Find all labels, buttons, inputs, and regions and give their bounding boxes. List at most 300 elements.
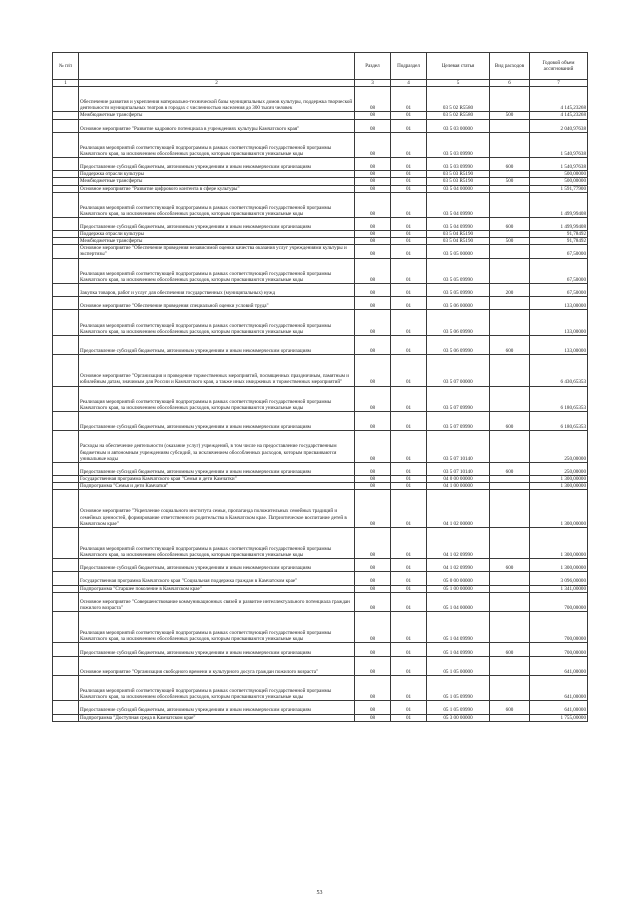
table-row [53, 178, 588, 185]
row-target-article: 03 5 05 00000 [427, 245, 490, 258]
row-razdel: 08 [355, 483, 391, 490]
header-target-article: Целевая статья [427, 53, 490, 80]
row-razdel: 08 [355, 462, 391, 475]
budget-table [52, 52, 588, 722]
table-row [53, 585, 588, 592]
row-expense-type [490, 475, 530, 482]
row-number-cell [53, 714, 79, 721]
table-row [53, 171, 588, 178]
table-row [53, 475, 588, 482]
row-name: Реализация мероприятий соответствующей подпрограммы в рамках соответствующей государственной программы Камчатского края, за исключением обособленных расходов, которым присваиваются уникальные коды [79, 527, 355, 559]
row-sum: 641,00000 [530, 701, 588, 714]
column-number: 6 [490, 80, 530, 87]
table-row [53, 675, 588, 700]
table-row [53, 185, 588, 192]
row-razdel: 08 [355, 431, 391, 463]
row-name: Подпрограмма "Старшее поколение в Камчатском крае" [79, 585, 355, 592]
table-row [53, 283, 588, 296]
row-target-article: 03 5 04 09990 [427, 192, 490, 217]
row-sum: 1 540,97638 [530, 132, 588, 157]
row-number-cell [53, 483, 79, 490]
table-row [53, 592, 588, 611]
row-razdel: 08 [355, 675, 391, 700]
row-razdel: 08 [355, 112, 391, 119]
table-row [53, 310, 588, 335]
row-target-article: 05 0 00 00000 [427, 572, 490, 585]
row-number-cell [53, 245, 79, 258]
row-number-cell [53, 675, 79, 700]
row-sum: 700,00000 [530, 643, 588, 656]
row-sum: 91,78492 [530, 231, 588, 238]
row-number-cell [53, 572, 79, 585]
table-row [53, 559, 588, 572]
row-sum: 2 040,97638 [530, 119, 588, 132]
row-number-cell [53, 592, 79, 611]
row-name: Реализация мероприятий соответствующей подпрограммы в рамках соответствующей государственной программы Камчатского края, за исключением обособленных расходов, которым присваиваются уникальные коды [79, 192, 355, 217]
row-target-article: 05 1 05 00000 [427, 656, 490, 675]
row-sum: 1 300,00000 [530, 475, 588, 482]
row-name: Реализация мероприятий соответствующей подпрограммы в рамках соответствующей государственной программы Камчатского края, за исключением обособленных расходов, которым присваиваются уникальные коды [79, 310, 355, 335]
row-razdel: 08 [355, 297, 391, 310]
row-name: Основное мероприятие "Организация свободного времени и культурного досуга граждан пожилого возраста" [79, 656, 355, 675]
row-name: Межбюджетные трансферты [79, 238, 355, 245]
row-sum: 67,50000 [530, 283, 588, 296]
row-target-article: 03 5 05 09990 [427, 283, 490, 296]
row-razdel: 08 [355, 283, 391, 296]
row-razdel: 08 [355, 231, 391, 238]
row-expense-type: 600 [490, 218, 530, 231]
row-podrazdel: 01 [391, 592, 427, 611]
table-row [53, 714, 588, 721]
row-podrazdel: 01 [391, 310, 427, 335]
row-number-cell [53, 231, 79, 238]
table-row [53, 462, 588, 475]
row-sum: 1 300,00000 [530, 490, 588, 528]
row-expense-type [490, 87, 530, 112]
row-target-article: 05 1 04 09990 [427, 611, 490, 643]
table-row [53, 192, 588, 217]
row-number-cell [53, 158, 79, 171]
row-target-article: 04 0 00 00000 [427, 475, 490, 482]
table-row [53, 238, 588, 245]
row-sum: 6 180,65353 [530, 411, 588, 430]
row-number-cell [53, 335, 79, 354]
row-number-cell [53, 585, 79, 592]
row-expense-type [490, 185, 530, 192]
row-podrazdel: 01 [391, 238, 427, 245]
row-sum: 641,00000 [530, 675, 588, 700]
table-row [53, 386, 588, 411]
table-row [53, 258, 588, 283]
row-sum: 6 180,65353 [530, 386, 588, 411]
row-name: Предоставление субсидий бюджетным, автономным учреждениям и иным некоммерческим организациям [79, 335, 355, 354]
row-target-article: 04 1 02 09990 [427, 559, 490, 572]
row-expense-type [490, 656, 530, 675]
table-row [53, 572, 588, 585]
header-podrazdel: Подраздел [391, 53, 427, 80]
row-razdel: 08 [355, 185, 391, 192]
row-target-article: 03 5 04 R5190 [427, 231, 490, 238]
row-podrazdel: 01 [391, 527, 427, 559]
row-razdel: 08 [355, 238, 391, 245]
row-name: Предоставление субсидий бюджетным, автономным учреждениям и иным некоммерческим организациям [79, 158, 355, 171]
table-row [53, 490, 588, 528]
row-razdel: 08 [355, 192, 391, 217]
table-row [53, 643, 588, 656]
row-expense-type: 600 [490, 643, 530, 656]
row-sum: 700,00000 [530, 592, 588, 611]
row-sum: 250,00000 [530, 462, 588, 475]
row-number-cell [53, 386, 79, 411]
row-razdel: 08 [355, 119, 391, 132]
row-expense-type [490, 714, 530, 721]
table-row [53, 355, 588, 387]
row-sum: 3 096,00000 [530, 572, 588, 585]
row-sum: 641,00000 [530, 656, 588, 675]
row-razdel: 08 [355, 490, 391, 528]
row-podrazdel: 01 [391, 112, 427, 119]
row-target-article: 05 1 05 09990 [427, 701, 490, 714]
row-razdel: 08 [355, 171, 391, 178]
row-number-cell [53, 185, 79, 192]
column-number: 1 [53, 80, 79, 87]
row-razdel: 08 [355, 411, 391, 430]
row-podrazdel: 01 [391, 490, 427, 528]
header-razdel: Раздел [355, 53, 391, 80]
row-sum: 250,00000 [530, 431, 588, 463]
row-sum: 133,00000 [530, 335, 588, 354]
row-sum: 1 755,00000 [530, 714, 588, 721]
row-number-cell [53, 171, 79, 178]
row-expense-type: 500 [490, 238, 530, 245]
row-sum: 500,00000 [530, 178, 588, 185]
row-target-article: 03 5 03 09990 [427, 158, 490, 171]
row-podrazdel: 01 [391, 218, 427, 231]
row-number-cell [53, 701, 79, 714]
table-row [53, 112, 588, 119]
row-expense-type [490, 611, 530, 643]
row-number-cell [53, 490, 79, 528]
row-name: Основное мероприятие "Обеспечение проведения специальной оценки условий труда" [79, 297, 355, 310]
row-name: Предоставление субсидий бюджетным, автономным учреждениям и иным некоммерческим организациям [79, 643, 355, 656]
row-podrazdel: 01 [391, 475, 427, 482]
row-sum: 91,78492 [530, 238, 588, 245]
row-name: Государственная программа Камчатского края "Семья и дети Камчатки" [79, 475, 355, 482]
row-podrazdel: 01 [391, 675, 427, 700]
row-target-article: 05 1 04 00000 [427, 592, 490, 611]
table-row [53, 245, 588, 258]
row-target-article: 03 5 04 09990 [427, 218, 490, 231]
row-sum: 67,50000 [530, 258, 588, 283]
row-name: Государственная программа Камчатского края "Социальная поддержка граждан в Камчатском крае" [79, 572, 355, 585]
row-target-article: 03 5 07 10140 [427, 431, 490, 463]
row-name: Основное мероприятие "Совершенствование коммуникационных связей и развитие интеллектуального потенциала граждан пожилого возраста" [79, 592, 355, 611]
page-number: 53 [316, 890, 323, 896]
row-podrazdel: 01 [391, 656, 427, 675]
row-expense-type: 600 [490, 559, 530, 572]
row-expense-type: 600 [490, 335, 530, 354]
row-target-article: 05 1 05 09990 [427, 675, 490, 700]
table-row [53, 431, 588, 463]
row-expense-type: 500 [490, 112, 530, 119]
header-annual-volume: Годовой объем ассигнований [530, 53, 588, 80]
row-podrazdel: 01 [391, 297, 427, 310]
row-razdel: 08 [355, 701, 391, 714]
row-name: Основное мероприятие "Обеспечение проведения независимой оценки качества оказания услуг учреждениями культуры и экспертизы" [79, 245, 355, 258]
row-sum: 67,50000 [530, 245, 588, 258]
row-name: Закупка товаров, работ и услуг для обеспечения государственных (муниципальных) нужд [79, 283, 355, 296]
row-sum: 1 341,00000 [530, 585, 588, 592]
table-row [53, 297, 588, 310]
row-number-cell [53, 258, 79, 283]
row-number-cell [53, 218, 79, 231]
table-row [53, 132, 588, 157]
row-razdel: 08 [355, 245, 391, 258]
row-target-article: 03 5 02 R5580 [427, 112, 490, 119]
row-expense-type [490, 483, 530, 490]
row-razdel: 08 [355, 386, 391, 411]
row-sum: 1 300,00000 [530, 527, 588, 559]
row-sum: 1 499,99408 [530, 192, 588, 217]
row-podrazdel: 01 [391, 572, 427, 585]
row-razdel: 08 [355, 87, 391, 112]
row-expense-type [490, 355, 530, 387]
row-sum: 4 145,23268 [530, 112, 588, 119]
row-number-cell [53, 119, 79, 132]
row-name: Основное мероприятие "Развитие цифрового контента в сфере культуры" [79, 185, 355, 192]
row-name: Предоставление субсидий бюджетным, автономным учреждениям и иным некоммерческим организациям [79, 411, 355, 430]
row-podrazdel: 01 [391, 158, 427, 171]
row-razdel: 08 [355, 714, 391, 721]
row-name: Расходы на обеспечение деятельности (оказание услуг) учреждений, в том числе на предоставление государственным бюджетным и автономным учреждениям субсидий, за исключением обособленных расходов, которым присваиваются уникальные коды [79, 431, 355, 463]
row-name: Основное мероприятие "Развитие кадрового потенциала в учреждениях культуры Камчатского края" [79, 119, 355, 132]
row-name: Поддержка отрасли культуры [79, 171, 355, 178]
row-podrazdel: 01 [391, 132, 427, 157]
table-row [53, 611, 588, 643]
row-expense-type [490, 431, 530, 463]
row-expense-type [490, 585, 530, 592]
row-podrazdel: 01 [391, 585, 427, 592]
row-podrazdel: 01 [391, 483, 427, 490]
row-target-article: 03 5 06 00000 [427, 297, 490, 310]
row-target-article: 03 5 03 09990 [427, 132, 490, 157]
row-number-cell [53, 611, 79, 643]
row-sum: 4 145,23268 [530, 87, 588, 112]
row-target-article: 03 5 04 R5190 [427, 238, 490, 245]
table-row [53, 411, 588, 430]
row-expense-type: 200 [490, 283, 530, 296]
row-target-article: 03 5 04 00000 [427, 185, 490, 192]
row-number-cell [53, 178, 79, 185]
column-number: 5 [427, 80, 490, 87]
header-name [79, 53, 355, 80]
row-razdel: 08 [355, 218, 391, 231]
row-target-article: 04 1 02 00000 [427, 490, 490, 528]
column-number: 7 [530, 80, 588, 87]
row-name: Предоставление субсидий бюджетным, автономным учреждениям и иным некоммерческим организациям [79, 218, 355, 231]
row-name: Предоставление субсидий бюджетным, автономным учреждениям и иным некоммерческим организациям [79, 701, 355, 714]
table-row [53, 656, 588, 675]
row-razdel: 08 [355, 643, 391, 656]
row-name: Подпрограмма "Доступная среда в Камчатском крае" [79, 714, 355, 721]
row-target-article: 04 1 02 09990 [427, 527, 490, 559]
row-podrazdel: 01 [391, 431, 427, 463]
table-row [53, 701, 588, 714]
row-name: Основное мероприятие "Укрепление социального института семьи, пропаганда положительных семейных традиций и семейных ценностей, формирование ответственного родительства в Камчатском крае. Патриотическое воспитание детей в Камчатском крае" [79, 490, 355, 528]
row-target-article: 03 5 07 09990 [427, 411, 490, 430]
row-expense-type: 600 [490, 411, 530, 430]
row-name: Реализация мероприятий соответствующей подпрограммы в рамках соответствующей государственной программы Камчатского края, за исключением обособленных расходов, которым присваиваются уникальные коды [79, 132, 355, 157]
row-number-cell [53, 283, 79, 296]
row-razdel: 08 [355, 585, 391, 592]
row-name: Предоставление субсидий бюджетным, автономным учреждениям и иным некоммерческим организациям [79, 559, 355, 572]
budget-table-sheet [52, 52, 587, 722]
row-name: Реализация мероприятий соответствующей подпрограммы в рамках соответствующей государственной программы Камчатского края, за исключением обособленных расходов, которым присваиваются уникальные коды [79, 386, 355, 411]
row-podrazdel: 01 [391, 231, 427, 238]
row-podrazdel: 01 [391, 87, 427, 112]
row-podrazdel: 01 [391, 701, 427, 714]
row-name: Межбюджетные трансферты [79, 112, 355, 119]
row-target-article: 05 3 00 00000 [427, 714, 490, 721]
row-target-article: 03 5 02 R5580 [427, 87, 490, 112]
row-expense-type [490, 171, 530, 178]
row-number-cell [53, 192, 79, 217]
row-name: Реализация мероприятий соответствующей подпрограммы в рамках соответствующей государственной программы Камчатского края, за исключением обособленных расходов, которым присваиваются уникальные коды [79, 258, 355, 283]
row-target-article: 03 5 05 09990 [427, 258, 490, 283]
row-razdel: 08 [355, 310, 391, 335]
row-target-article: 03 5 06 09990 [427, 335, 490, 354]
row-expense-type [490, 490, 530, 528]
row-expense-type [490, 572, 530, 585]
table-row [53, 218, 588, 231]
row-number-cell [53, 475, 79, 482]
row-sum: 6 430,65353 [530, 355, 588, 387]
row-number-cell [53, 238, 79, 245]
row-razdel: 08 [355, 258, 391, 283]
row-podrazdel: 01 [391, 171, 427, 178]
row-expense-type [490, 119, 530, 132]
row-expense-type [490, 132, 530, 157]
row-podrazdel: 01 [391, 185, 427, 192]
row-expense-type: 600 [490, 701, 530, 714]
row-number-cell [53, 527, 79, 559]
row-razdel: 08 [355, 355, 391, 387]
row-podrazdel: 01 [391, 386, 427, 411]
row-expense-type [490, 258, 530, 283]
table-row [53, 483, 588, 490]
row-podrazdel: 01 [391, 714, 427, 721]
row-podrazdel: 01 [391, 258, 427, 283]
table-row [53, 527, 588, 559]
row-razdel: 08 [355, 559, 391, 572]
table-row [53, 335, 588, 354]
row-podrazdel: 01 [391, 119, 427, 132]
row-sum: 1 300,00000 [530, 559, 588, 572]
row-number-cell [53, 297, 79, 310]
row-name: Основное мероприятие "Организация и проведение торжественных мероприятий, посвященных праздничным, памятным и юбилейным датам, значимым для России и Камчатского края, а также иных имиджевых и торжественных мероприятий" [79, 355, 355, 387]
table-row [53, 158, 588, 171]
row-expense-type [490, 386, 530, 411]
row-expense-type [490, 675, 530, 700]
row-expense-type: 600 [490, 158, 530, 171]
row-number-cell [53, 355, 79, 387]
row-target-article: 03 5 03 R5190 [427, 171, 490, 178]
row-number-cell [53, 656, 79, 675]
row-number-cell [53, 112, 79, 119]
row-sum: 700,00000 [530, 611, 588, 643]
row-sum: 133,00000 [530, 310, 588, 335]
column-number: 4 [391, 80, 427, 87]
row-razdel: 08 [355, 656, 391, 675]
header-expense-type: Вид расходов [490, 53, 530, 80]
row-target-article: 03 5 07 10140 [427, 462, 490, 475]
row-razdel: 08 [355, 611, 391, 643]
row-razdel: 08 [355, 158, 391, 171]
row-razdel: 08 [355, 592, 391, 611]
row-razdel: 08 [355, 527, 391, 559]
row-name: Предоставление субсидий бюджетным, автономным учреждениям и иным некоммерческим организациям [79, 462, 355, 475]
row-expense-type [490, 192, 530, 217]
row-target-article: 03 5 07 00000 [427, 355, 490, 387]
row-razdel: 08 [355, 475, 391, 482]
row-podrazdel: 01 [391, 611, 427, 643]
column-number-row [53, 80, 588, 87]
row-name: Обеспечение развития и укрепления материально-технической базы муниципальных домов культуры, поддержка творческой деятельности муниципальных театров в городах с численностью населения до 300 тысяч человек [79, 87, 355, 112]
row-podrazdel: 01 [391, 462, 427, 475]
row-target-article: 03 5 03 R5190 [427, 178, 490, 185]
row-podrazdel: 01 [391, 355, 427, 387]
row-target-article: 05 1 04 09990 [427, 643, 490, 656]
row-number-cell [53, 411, 79, 430]
column-number: 3 [355, 80, 391, 87]
row-sum: 1 499,99408 [530, 218, 588, 231]
row-sum: 500,00000 [530, 171, 588, 178]
row-name: Реализация мероприятий соответствующей подпрограммы в рамках соответствующей государственной программы Камчатского края, за исключением обособленных расходов, которым присваиваются уникальные коды [79, 611, 355, 643]
row-podrazdel: 01 [391, 643, 427, 656]
row-number-cell [53, 559, 79, 572]
row-name: Реализация мероприятий соответствующей подпрограммы в рамках соответствующей государственной программы Камчатского края, за исключением обособленных расходов, которым присваиваются уникальные коды [79, 675, 355, 700]
row-expense-type [490, 310, 530, 335]
row-podrazdel: 01 [391, 192, 427, 217]
row-number-cell [53, 87, 79, 112]
row-sum: 1 591,77900 [530, 185, 588, 192]
row-number-cell [53, 462, 79, 475]
row-number-cell [53, 431, 79, 463]
row-podrazdel: 01 [391, 335, 427, 354]
row-podrazdel: 01 [391, 559, 427, 572]
row-number-cell [53, 310, 79, 335]
row-razdel: 08 [355, 335, 391, 354]
row-podrazdel: 01 [391, 283, 427, 296]
row-name: Межбюджетные трансферты [79, 178, 355, 185]
table-header-row [53, 53, 588, 80]
row-expense-type [490, 592, 530, 611]
row-podrazdel: 01 [391, 245, 427, 258]
row-target-article: 05 1 00 00000 [427, 585, 490, 592]
row-number-cell [53, 643, 79, 656]
row-expense-type [490, 297, 530, 310]
table-row [53, 119, 588, 132]
row-razdel: 08 [355, 132, 391, 157]
row-name: Поддержка отрасли культуры [79, 231, 355, 238]
row-target-article: 03 5 06 09990 [427, 310, 490, 335]
row-expense-type [490, 245, 530, 258]
row-razdel: 08 [355, 572, 391, 585]
row-podrazdel: 01 [391, 178, 427, 185]
column-number: 2 [79, 80, 355, 87]
row-sum: 133,00000 [530, 297, 588, 310]
row-target-article: 03 5 07 09990 [427, 386, 490, 411]
